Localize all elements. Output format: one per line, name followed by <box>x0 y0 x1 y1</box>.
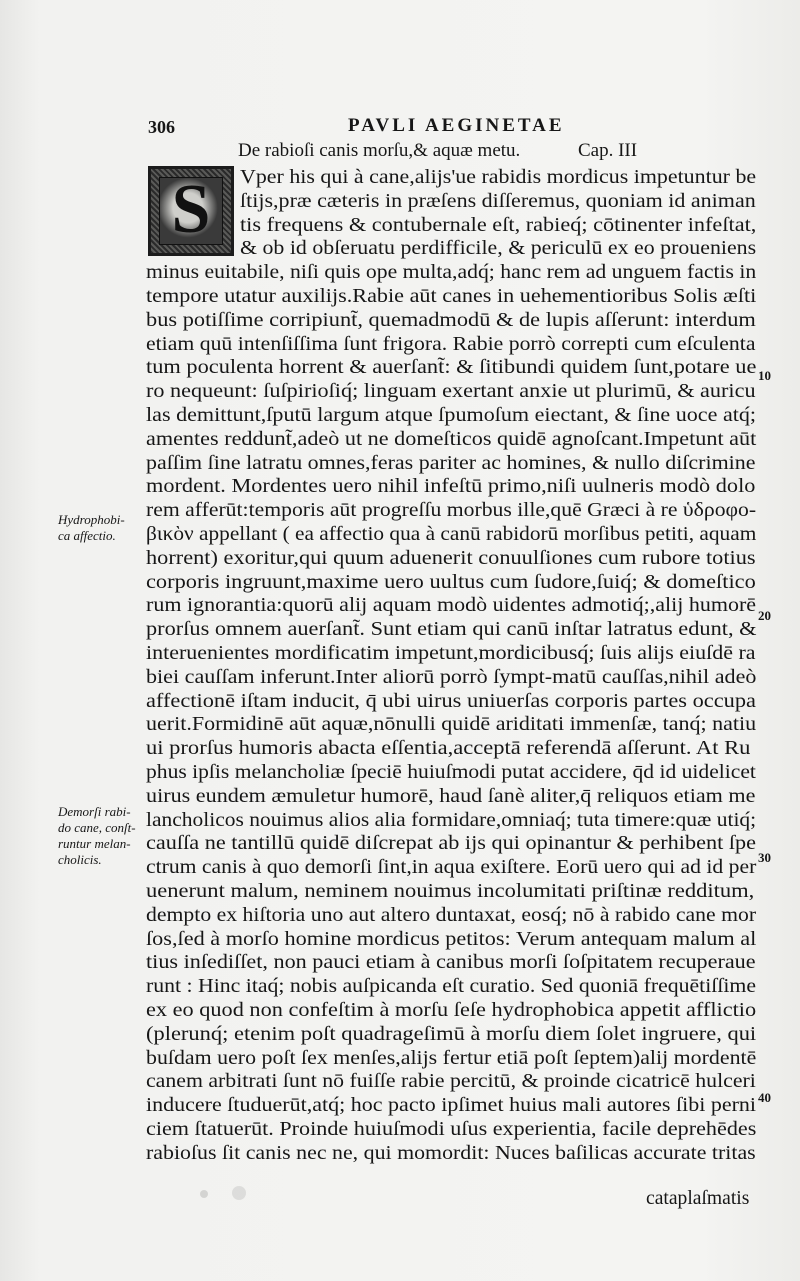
margin-note-hydrophobia <box>58 512 148 544</box>
text-line: ro nequeunt: ſuſpirioſiq́; linguam exertant anxie ut plurimū, & auricu <box>146 381 756 403</box>
text-line: affectionē iſtam inducit, q̄ ubi uirus uniuerſas corporis partes occupa <box>146 690 756 712</box>
text-line: ſtijs,præ cæteris in præſens diſſeremus, quoniam id animan <box>240 190 756 212</box>
margin-note-line: cholicis. <box>58 852 102 867</box>
initial-letter: S <box>171 171 211 248</box>
text-line: tempore utatur auxilijs.Rabie aūt canes in uehementioribus Solis æſti <box>146 286 757 307</box>
text-line: & ob id obſeruatu perdifficile, & periculū ex eo proueniens <box>240 238 757 260</box>
text-line: cauſſa ne tantillū quidē diſcrepat ab ijs qui opinantur & perhibent ſpe <box>146 833 757 855</box>
text-line: mordent. Mordentes uero nihil infeſtū primo,niſi uulneris modò dolo <box>146 476 756 498</box>
text-line: rum ignorantia:quorū alij aquam modò uidentes admotiq́;,alij humorē <box>146 595 757 617</box>
running-title: PAVLI AEGINETAE <box>348 115 565 136</box>
margin-note-line: ca affectio. <box>58 528 116 543</box>
catchword: cataplaſmatis <box>646 1188 750 1209</box>
text-line: ſos,ſed à morſo homine mordicus petitos: Verum antequam malum al <box>146 928 757 950</box>
chapter-title: De rabioſi canis morſu,& aquæ metu. <box>238 140 521 161</box>
text-line: dempto ex hiſtoria uno aut altero duntaxat, eosq́; nō à rabido cane mor <box>146 904 757 926</box>
text-line: ex eo quod non confeſtim à morſu ſeſe hydrophobica appetit afflictio <box>146 1000 757 1021</box>
line-number: 10 <box>758 368 771 383</box>
text-line: buſdam uero poſt ſex menſes,alijs fertur etiā poſt ſeptem)alij mordentē <box>146 1047 757 1069</box>
line-number: 30 <box>758 850 771 865</box>
chapter-heading <box>238 140 678 164</box>
text-line: rabioſus ſit canis nec ne, qui momordit: Nuces baſilicas accurate tritas <box>146 1142 756 1164</box>
text-line: tum poculenta horrent & auerſant̃: & ſitibundi quidem ſunt,potare ue <box>146 357 757 379</box>
text-line: uirus eundem æmuletur humorē, haud ſanè aliter,q̄ reliquos etiam me <box>146 785 756 807</box>
text-line: etiam quū intenſiſſima ſunt frigora. Rabie porrò correpti cum eſculenta <box>146 333 756 355</box>
margin-note-melancholy <box>58 804 148 868</box>
text-line: paſſim ſine latratu omnes,feras pariter ac homines, & nullo diſcrimine <box>146 452 756 474</box>
text-line: ui prorſus humoris abacta eſſentia,acceptā referendā aſſerunt. At Ru <box>146 738 751 760</box>
text-line: canem arbitrati ſunt nō fuiſſe rabie percitū, & proinde cicatricē hulceri <box>146 1071 756 1093</box>
margin-note-line: runtur melan- <box>58 836 131 851</box>
text-line: corporis ingruunt,maxime uero uultus cum ſudore,ſuiq́; & domeſtico <box>146 571 756 593</box>
text-line: uerit.Formidinē aūt aquæ,nōnulli quidē ariditati immenſæ, tanq́; natiu <box>146 714 757 736</box>
text-line: lancholicos nouimus alios alia formidare,omniaq́; tuta timere:quæ utiq́; <box>146 809 757 831</box>
running-header <box>148 115 668 139</box>
margin-note-line: Hydrophobi- <box>58 512 125 527</box>
text-line: inducere ſtuduerūt,atq́; hoc pacto ipſimet huius mali autores ſibi perni <box>146 1095 757 1117</box>
text-line: bus potiſſime corripiunt̃, quemadmodū & de lupis aſſerunt: interdum <box>146 309 756 331</box>
text-line: rem afferūt:temporis aūt progreſſu morbus ille,quē Græci à re ὑδροφο- <box>146 500 757 522</box>
text-line: runt : Hinc itaq́; nobis auſpicanda eſt curatio. Sed quoniā frequētiſſime <box>146 976 757 998</box>
text-line: horrent) exoritur,qui quum aduenerit conuulſiones cum rubore totius <box>146 547 756 569</box>
text-line: tis frequens & contubernale eſt, rabieq́; cōtinenter infeſtat, <box>240 214 757 236</box>
text-line: βικὸν appellant ( ea affectio qua à canū rabidorū morſibus petiti, aquam <box>146 524 757 545</box>
text-line: ciem ſtatuerūt. Proinde huiuſmodi uſus experientia, facile deprehēdes <box>146 1119 757 1140</box>
text-line: biei cauſſam inferunt.Inter aliorū porrò ſympt-matū cauſſas,nihil adeò <box>146 666 757 688</box>
text-line: las demittunt,ſputū largum atque ſpumoſum eiectant, & ſine uoce atq́; <box>146 405 757 426</box>
line-number: 40 <box>758 1090 771 1105</box>
text-line: interuenientes mordificatim impetunt,mordicibusq́; ſuis alijs eiuſdē ra <box>146 643 756 664</box>
text-line: (plerunq́; etenim poſt quadrageſimū à morſu diem ſolet ingruere, qui <box>146 1023 757 1045</box>
text-line: uenerunt malum, neminem nouimus incolumitati priſtinæ redditum, <box>146 881 755 902</box>
ink-spot <box>232 1186 246 1200</box>
chapter-number: Cap. III <box>578 140 638 161</box>
line-number: 20 <box>758 608 771 623</box>
text-line: Vper his qui à cane,alijs'ue rabidis mordicus impetuntur be <box>240 167 757 188</box>
margin-note-line: do cane, conſt- <box>58 820 136 835</box>
text-line: amentes reddunt̃,adeò ut ne domeſticos quidē agnoſcant.Impetunt aūt <box>146 428 757 450</box>
text-line: prorſus omnem auerſant̃. Sunt etiam qui canū inſtar latratus edunt, & <box>146 619 757 641</box>
text-line: minus euitabile, niſi quis ope multa,adq́; hanc rem ad unguem factis in <box>146 262 757 284</box>
decorated-initial <box>148 166 234 256</box>
text-line: ctrum canis à quo demorſi ſint,in aqua exiſtere. Eorū uero qui ad id per <box>146 857 757 879</box>
text-line: phus ipſis melancholiæ ſpeciē huiuſmodi putat accidere, q̄d id uidelicet <box>146 762 756 783</box>
ink-spot <box>200 1190 208 1198</box>
text-line: tius inſediſſet, non pauci etiam à canibus morſi ſoſpitatem recuperaue <box>146 952 756 974</box>
margin-note-line: Demorſi rabi- <box>58 804 131 819</box>
bleed-through-mark <box>60 290 63 302</box>
page-number: 306 <box>148 117 175 137</box>
